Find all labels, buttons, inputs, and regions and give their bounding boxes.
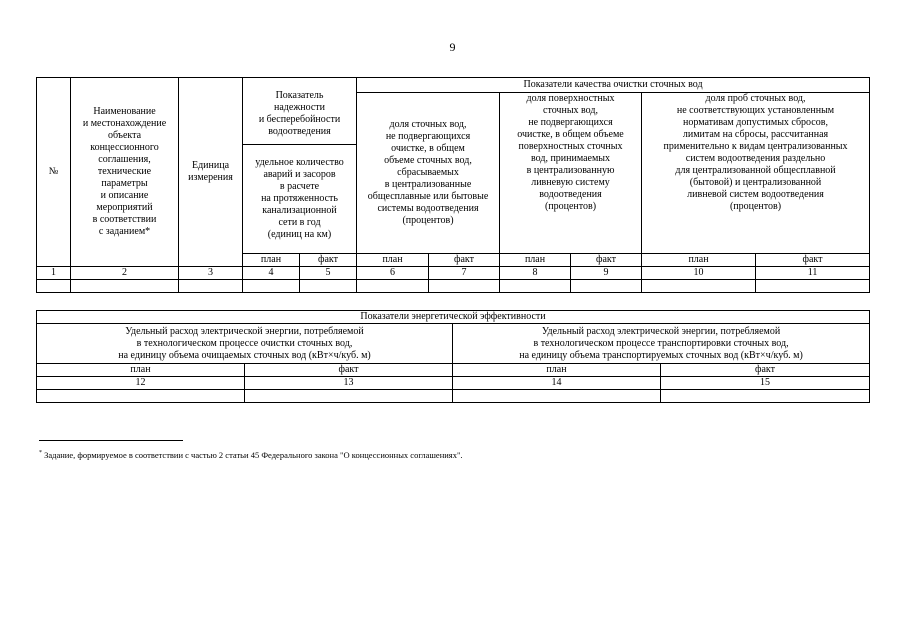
column-number: 6 bbox=[357, 267, 429, 280]
energy-efficiency-title: Показатели энергетической эффективности bbox=[37, 311, 870, 324]
header-quality-samples: доля проб сточных вод, не соответствующих установленным нормативам допустимых сбросов, лимитам на сбросы, рассчитанная применительно к видам централизованных систем водоотведения раздельно для централизованной общесплавной (бытовой) и централизованной ливневой систем водоотведения (процентов) bbox=[642, 93, 870, 254]
footnote bbox=[39, 448, 463, 461]
column-number: 3 bbox=[179, 267, 243, 280]
reliability-sub-label: удельное количество аварий и засоров в расчете на протяженность канализационной сети в год (единиц на км) bbox=[255, 157, 344, 240]
footnote-text: Задание, формируемое в соответствии с частью 2 статьи 45 Федерального закона "О концессионных соглашениях". bbox=[42, 449, 463, 460]
header-plan: план bbox=[500, 254, 571, 267]
header-number: № bbox=[37, 78, 71, 267]
header-fact: факт bbox=[571, 254, 642, 267]
column-number: 11 bbox=[756, 267, 870, 280]
footnote-mark: * bbox=[39, 450, 42, 456]
column-number: 15 bbox=[661, 377, 870, 390]
empty-data-row bbox=[37, 280, 870, 293]
column-number: 9 bbox=[571, 267, 642, 280]
header-plan: план bbox=[243, 254, 300, 267]
column-number: 4 bbox=[243, 267, 300, 280]
header-plan: план bbox=[37, 364, 245, 377]
header-fact: факт bbox=[429, 254, 500, 267]
header-quality-group: Показатели качества очистки сточных вод bbox=[357, 78, 870, 93]
header-quality-untreated: доля сточных вод, не подвергающихся очистке, в общем объеме сточных вод, сбрасываемых в централизованные общесплавные или бытовые системы водоотведения (процентов) bbox=[357, 93, 500, 254]
column-number-row bbox=[37, 267, 870, 280]
header-fact: факт bbox=[756, 254, 870, 267]
column-number: 7 bbox=[429, 267, 500, 280]
column-number: 1 bbox=[37, 267, 71, 280]
header-plan: план bbox=[357, 254, 429, 267]
header-energy-treatment: Удельный расход электрической энергии, потребляемой в технологическом процессе очистки сточных вод, на единицу объема очищаемых сточных вод (кВт×ч/куб. м) bbox=[37, 324, 453, 364]
header-plan: план bbox=[453, 364, 661, 377]
footnote-separator bbox=[39, 440, 183, 441]
header-object-name: Наименование и местонахождение объекта концессионного соглашения, технические параметры и описание мероприятий в соответствии с заданием* bbox=[71, 78, 179, 267]
header-fact: факт bbox=[245, 364, 453, 377]
reliability-group-label: Показатель надежности и бесперебойности водоотведения bbox=[243, 90, 356, 145]
energy-efficiency-table bbox=[36, 310, 870, 403]
header-energy-transport: Удельный расход электрической энергии, потребляемой в технологическом процессе транспортировки сточных вод, на единицу объема транспортируемых сточных вод (кВт×ч/куб. м) bbox=[453, 324, 870, 364]
empty-data-row bbox=[37, 390, 870, 403]
column-number: 5 bbox=[300, 267, 357, 280]
header-unit: Единица измерения bbox=[179, 78, 243, 267]
header-quality-surface: доля поверхностных сточных вод, не подвергающихся очистке, в общем объеме поверхностных сточных вод, принимаемых в централизованную ливневую систему водоотведения (процентов) bbox=[500, 93, 642, 254]
header-plan: план bbox=[642, 254, 756, 267]
column-number: 2 bbox=[71, 267, 179, 280]
column-number: 14 bbox=[453, 377, 661, 390]
header-fact: факт bbox=[300, 254, 357, 267]
header-fact: факт bbox=[661, 364, 870, 377]
page-number: 9 bbox=[449, 40, 456, 54]
column-number: 8 bbox=[500, 267, 571, 280]
column-number: 13 bbox=[245, 377, 453, 390]
column-number-row bbox=[37, 377, 870, 390]
column-number: 10 bbox=[642, 267, 756, 280]
header-reliability bbox=[243, 78, 357, 254]
wastewater-indicators-table bbox=[36, 77, 870, 293]
column-number: 12 bbox=[37, 377, 245, 390]
